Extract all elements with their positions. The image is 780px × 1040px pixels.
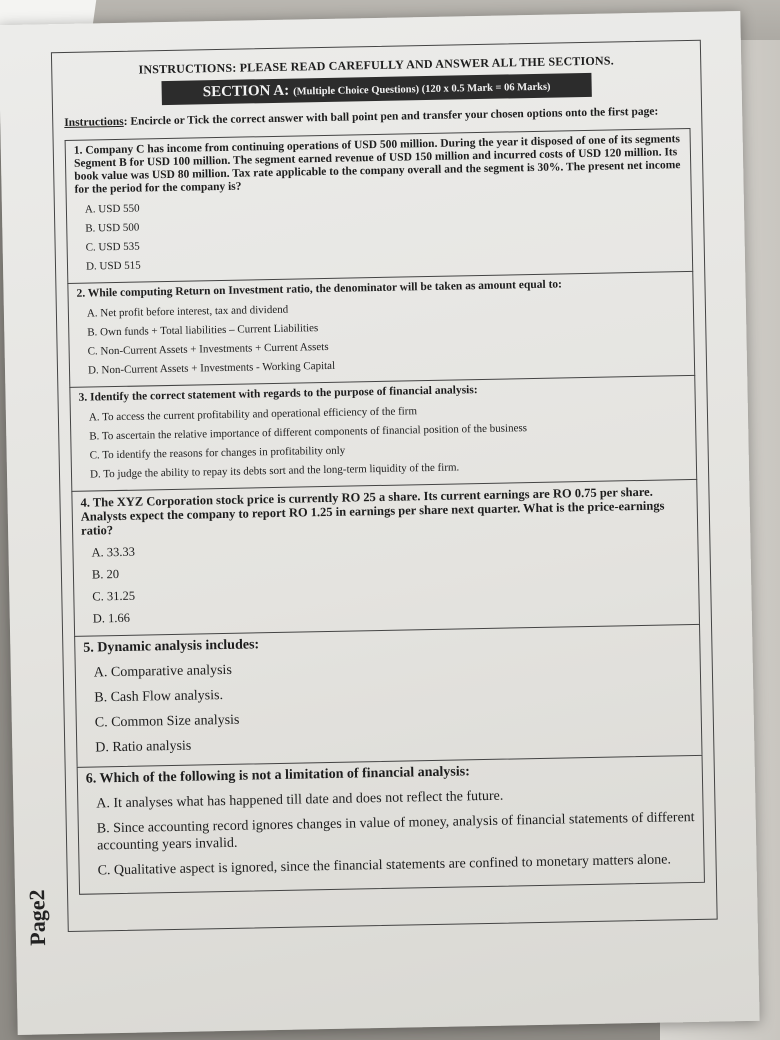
question-1 bbox=[65, 128, 694, 283]
option-d[interactable]: D. Non-Current Assets + Investments - Working Capital bbox=[87, 359, 336, 377]
page-number-label: Page2 bbox=[24, 889, 51, 946]
option-b[interactable]: B. USD 500 bbox=[85, 221, 140, 235]
option-c[interactable]: C. 31.25 bbox=[92, 588, 136, 604]
instructions-text bbox=[64, 105, 690, 130]
option-a[interactable]: A. Net profit before interest, tax and dividend bbox=[86, 303, 289, 320]
question-text: 6. Which of the following is not a limitation of financial analysis: bbox=[85, 764, 470, 787]
instructions-body: : Encircle or Tick the correct answer with ball point pen and transfer your chosen options onto the first page: bbox=[123, 105, 659, 128]
question-list bbox=[65, 128, 705, 895]
question-text: 4. The XYZ Corporation stock price is currently RO 25 a share. Its current earnings are RO 0.75 per share. Analysts expect the company to report RO 1.25 in earnings per share next quarter. What is the price-earnings ratio? bbox=[80, 484, 665, 538]
option-a[interactable]: A. 33.33 bbox=[91, 544, 136, 560]
option-b[interactable]: B. Since accounting record ignores changes in value of money, analysis of financial statements of different accounting years invalid. bbox=[96, 809, 695, 854]
option-b[interactable]: B. 20 bbox=[91, 567, 120, 582]
section-banner bbox=[161, 73, 591, 105]
question-text: 5. Dynamic analysis includes: bbox=[83, 637, 260, 656]
question-text: 2. While computing Return on Investment ratio, the denominator will be taken as amount equal to: bbox=[76, 278, 563, 300]
section-detail: (Multiple Choice Questions) (120 x 0.5 Mark = 06 Marks) bbox=[293, 81, 551, 98]
option-c[interactable]: C. To identify the reasons for changes in profitability only bbox=[89, 444, 346, 462]
exam-paper bbox=[0, 11, 760, 1035]
question-text: 1. Company C has income from continuing operations of USD 500 million. During the year it disposed of one of its segments Segment B for USD 100 million. The segment earned revenue of USD 150 million and incurred costs of USD 120 million. Its book value was USD 80 million. Tax rate applicable to the company overall and the segment is 30%. The present net income for the period for the company is? bbox=[73, 133, 681, 196]
option-a[interactable]: A. To access the current profitability and operational efficiency of the firm bbox=[88, 405, 418, 424]
option-b[interactable]: B. Cash Flow analysis. bbox=[94, 688, 224, 706]
option-c[interactable]: C. Non-Current Assets + Investments + Current Assets bbox=[87, 340, 329, 358]
question-2 bbox=[67, 271, 695, 387]
option-d[interactable]: D. 1.66 bbox=[92, 610, 131, 626]
question-5 bbox=[74, 624, 702, 767]
question-4 bbox=[71, 479, 700, 636]
instructions-label: Instructions bbox=[64, 115, 124, 129]
option-a[interactable]: A. Comparative analysis bbox=[93, 662, 232, 681]
option-d[interactable]: D. USD 515 bbox=[85, 259, 141, 273]
paper-content bbox=[63, 52, 705, 895]
question-3 bbox=[69, 375, 697, 491]
option-a[interactable]: A. USD 550 bbox=[84, 202, 140, 216]
question-6 bbox=[77, 755, 705, 895]
section-title: SECTION A: bbox=[202, 82, 290, 101]
option-d[interactable]: D. Ratio analysis bbox=[95, 738, 192, 756]
option-b[interactable]: B. Own funds + Total liabilities – Current Liabilities bbox=[87, 322, 319, 339]
option-c[interactable]: C. USD 535 bbox=[85, 240, 140, 254]
option-c[interactable]: C. Qualitative aspect is ignored, since the financial statements are confined to monetary matters alone. bbox=[97, 852, 672, 879]
option-d[interactable]: D. To judge the ability to repay its debts sort and the long-term liquidity of the firm. bbox=[89, 461, 460, 481]
instructions-heading: INSTRUCTIONS: PLEASE READ CAREFULLY AND ANSWER ALL THE SECTIONS. bbox=[138, 53, 615, 77]
question-text: 3. Identify the correct statement with regards to the purpose of financial analysis: bbox=[78, 384, 478, 404]
option-a[interactable]: A. It analyses what has happened till date and does not reflect the future. bbox=[96, 788, 504, 812]
option-c[interactable]: C. Common Size analysis bbox=[94, 712, 240, 731]
option-b[interactable]: B. To ascertain the relative importance of different components of financial position of the business bbox=[89, 422, 528, 443]
